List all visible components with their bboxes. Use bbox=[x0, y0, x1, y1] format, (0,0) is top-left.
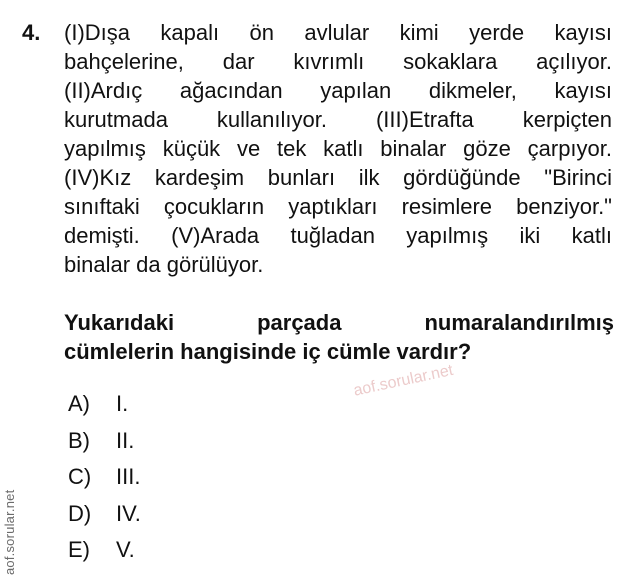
answer-options bbox=[68, 386, 141, 569]
passage-line: kurutmada kullanılıyor. (III)Etrafta kerpiçten bbox=[64, 107, 612, 132]
question-number: 4. bbox=[22, 20, 41, 45]
option-letter: B) bbox=[68, 427, 90, 453]
passage-line: (I)Dışa kapalı ön avlular kimi yerde kayısı bbox=[64, 20, 612, 45]
option-letter: E) bbox=[68, 537, 90, 562]
option-c[interactable] bbox=[68, 459, 141, 496]
question-passage bbox=[64, 18, 612, 279]
prompt-line: Yukarıdaki parçada numaralandırılmış bbox=[64, 310, 614, 335]
passage-line: binalar da görülüyor. bbox=[64, 252, 264, 277]
option-e[interactable] bbox=[68, 532, 141, 569]
passage-line: yapılmış küçük ve tek katlı binalar göze çarpıyor. bbox=[64, 136, 612, 161]
option-d[interactable] bbox=[68, 496, 141, 533]
passage-line: (II)Ardıç ağacından yapılan dikmeler, kayısı bbox=[64, 78, 612, 103]
watermark-side: aof.sorular.net bbox=[2, 489, 17, 575]
passage-line: demişti. (V)Arada tuğladan yapılmış iki katlı bbox=[64, 223, 612, 248]
passage-line: sınıftaki çocukların yaptıkları resimlere benziyor." bbox=[64, 194, 612, 219]
option-b[interactable] bbox=[68, 423, 141, 460]
option-letter: A) bbox=[68, 391, 90, 416]
option-text: III. bbox=[116, 464, 141, 489]
option-text: V. bbox=[116, 537, 135, 562]
option-letter: D) bbox=[68, 500, 92, 526]
option-text: II. bbox=[116, 427, 135, 453]
option-letter: C) bbox=[68, 464, 92, 489]
question-prompt bbox=[64, 308, 614, 366]
passage-line: bahçelerine, dar kıvrımlı sokaklara açılıyor. bbox=[64, 49, 612, 74]
option-text: I. bbox=[116, 391, 129, 416]
passage-line: (IV)Kız kardeşim bunları ilk gördüğünde "Birinci bbox=[64, 165, 612, 190]
prompt-line: cümlelerin hangisinde iç cümle vardır? bbox=[64, 339, 472, 364]
option-a[interactable] bbox=[68, 386, 141, 423]
option-text: IV. bbox=[116, 500, 141, 526]
watermark-center: aof.sorular.net bbox=[352, 361, 455, 400]
